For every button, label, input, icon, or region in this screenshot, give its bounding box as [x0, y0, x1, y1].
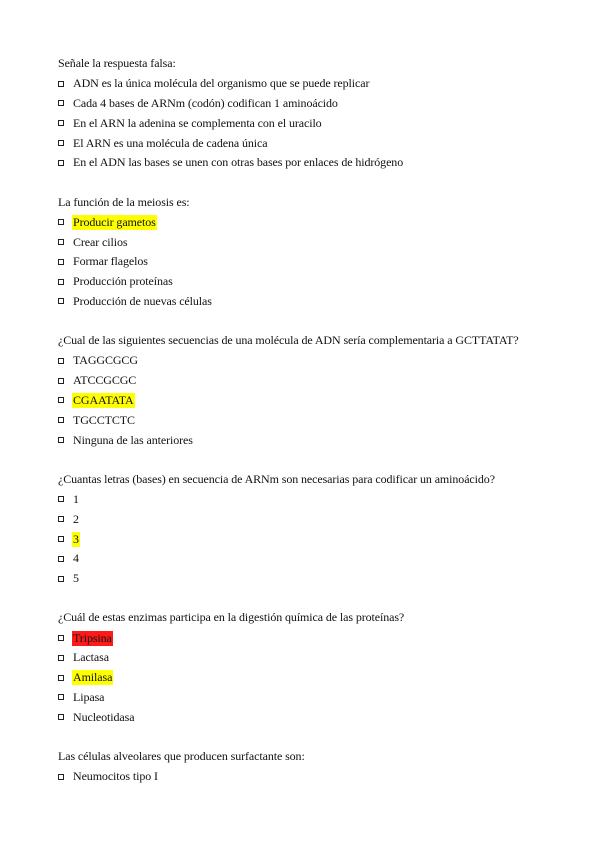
checkbox-icon[interactable] — [58, 694, 64, 700]
option-label: Producción de nuevas células — [73, 293, 212, 308]
spacer — [58, 173, 600, 193]
checkbox-icon[interactable] — [58, 496, 64, 502]
checkbox-icon[interactable] — [58, 239, 64, 245]
option-label: Formar flagelos — [73, 254, 148, 269]
option[interactable] — [58, 113, 600, 133]
question-text: ¿Cuantas letras (bases) en secuencia de ARNm son necesarias para codificar un aminoácido? — [58, 471, 495, 486]
checkbox-icon[interactable] — [58, 219, 64, 225]
option-label: Cada 4 bases de ARNm (codón) codifican 1 aminoácido — [73, 95, 338, 110]
checkbox-icon[interactable] — [58, 774, 64, 780]
option-label: Lipasa — [73, 689, 105, 704]
option[interactable] — [58, 410, 600, 430]
option[interactable] — [58, 351, 600, 371]
question-text: Las células alveolares que producen surfactante son: — [58, 748, 305, 763]
question-5 — [58, 608, 600, 747]
option-label: Amilasa — [73, 670, 113, 685]
option[interactable] — [58, 648, 600, 668]
option[interactable] — [58, 153, 600, 173]
question-text: Señale la respuesta falsa: — [58, 56, 176, 70]
checkbox-icon[interactable] — [58, 397, 64, 403]
option[interactable] — [58, 94, 600, 114]
checkbox-icon[interactable] — [58, 655, 64, 661]
option-label: Lactasa — [73, 650, 109, 665]
question-text: La función de la meiosis es: — [58, 194, 190, 209]
checkbox-icon[interactable] — [58, 714, 64, 720]
checkbox-icon[interactable] — [58, 417, 64, 423]
option[interactable] — [58, 292, 600, 312]
checkbox-icon[interactable] — [58, 556, 64, 562]
spacer — [58, 311, 600, 331]
option-label: Tripsina — [73, 630, 112, 645]
question-text: ¿Cual de las siguientes secuencias de una molécula de ADN sería complementaria a GCTTATAT? — [58, 333, 519, 348]
checkbox-icon[interactable] — [58, 140, 64, 146]
option-label: Ninguna de las anteriores — [73, 432, 193, 447]
checkbox-icon[interactable] — [58, 259, 64, 265]
option-label: 1 — [73, 491, 79, 506]
option-label: 4 — [73, 551, 79, 566]
option[interactable] — [58, 569, 600, 589]
question-1 — [58, 54, 600, 193]
question-3 — [58, 331, 600, 470]
option[interactable] — [58, 391, 600, 411]
question-4 — [58, 470, 600, 609]
option-label: Nucleotidasa — [73, 709, 135, 724]
option[interactable] — [58, 509, 600, 529]
option-label: Producir gametos — [73, 214, 156, 229]
option-label: Neumocitos tipo I — [73, 769, 158, 784]
question-text: ¿Cuál de estas enzimas participa en la digestión química de las proteínas? — [58, 610, 405, 625]
checkbox-icon[interactable] — [58, 358, 64, 364]
option-label: En el ADN las bases se unen con otras bases por enlaces de hidrógeno — [73, 155, 404, 170]
checkbox-icon[interactable] — [58, 675, 64, 681]
option[interactable] — [58, 430, 600, 450]
option-label: CGAATATA — [73, 392, 134, 407]
option[interactable] — [58, 549, 600, 569]
option-label: 3 — [73, 531, 79, 546]
checkbox-icon[interactable] — [58, 516, 64, 522]
option[interactable] — [58, 272, 600, 292]
option[interactable] — [58, 371, 600, 391]
question-2 — [58, 193, 600, 332]
option[interactable] — [58, 74, 600, 94]
checkbox-icon[interactable] — [58, 437, 64, 443]
option[interactable] — [58, 212, 600, 232]
option-label: ATCCGCGC — [73, 373, 137, 388]
option[interactable] — [58, 707, 600, 727]
question-6 — [58, 747, 600, 787]
option-label: 2 — [73, 511, 79, 526]
checkbox-icon[interactable] — [58, 279, 64, 285]
checkbox-icon[interactable] — [58, 100, 64, 106]
checkbox-icon[interactable] — [58, 536, 64, 542]
option-label: Producción proteínas — [73, 274, 173, 289]
option[interactable] — [58, 252, 600, 272]
checkbox-icon[interactable] — [58, 81, 64, 87]
option-label: TGCCTCTC — [73, 412, 135, 427]
option[interactable] — [58, 232, 600, 252]
option[interactable] — [58, 529, 600, 549]
checkbox-icon[interactable] — [58, 120, 64, 126]
option-label: ADN es la única molécula del organismo que se puede replicar — [73, 76, 370, 91]
option[interactable] — [58, 133, 600, 153]
option[interactable] — [58, 490, 600, 510]
option[interactable] — [58, 688, 600, 708]
option-label: En el ARN la adenina se complementa con el uracilo — [73, 115, 322, 130]
checkbox-icon[interactable] — [58, 635, 64, 641]
option-label: TAGGCGCG — [73, 353, 138, 368]
option-label: 5 — [73, 571, 79, 586]
spacer — [58, 450, 600, 470]
checkbox-icon[interactable] — [58, 576, 64, 582]
option-label: Crear cilios — [73, 234, 128, 249]
option[interactable] — [58, 628, 600, 648]
checkbox-icon[interactable] — [58, 160, 64, 166]
option[interactable] — [58, 767, 600, 787]
option-label: El ARN es una molécula de cadena única — [73, 135, 268, 150]
spacer — [58, 727, 600, 747]
checkbox-icon[interactable] — [58, 378, 64, 384]
option[interactable] — [58, 668, 600, 688]
checkbox-icon[interactable] — [58, 298, 64, 304]
spacer — [58, 589, 600, 609]
